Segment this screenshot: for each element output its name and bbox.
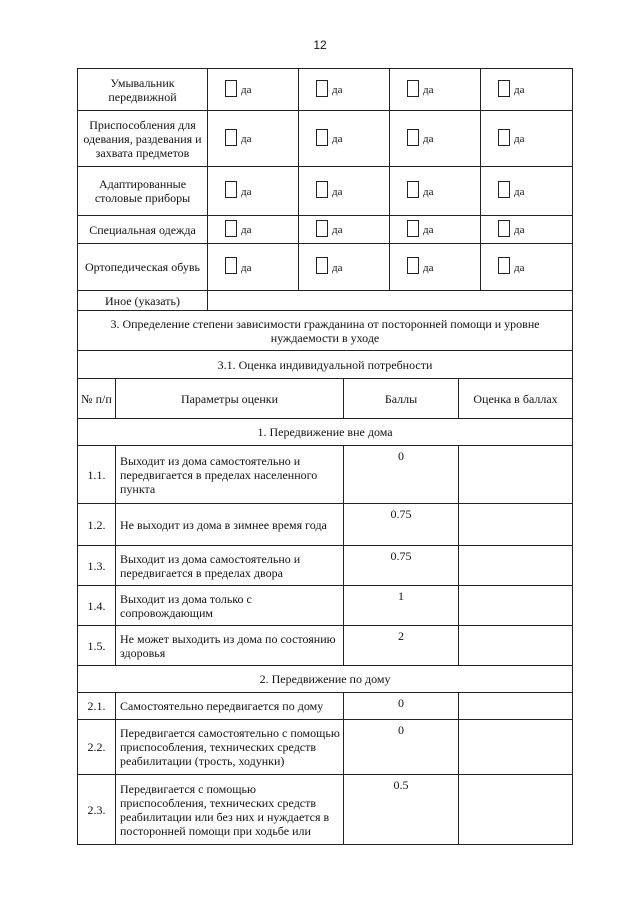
yes-checkbox[interactable] — [484, 257, 524, 275]
item-description: Выходит из дома самостоятельно и передвигается в пределах населенного пункта — [116, 446, 344, 504]
aid-label: Умывальник передвижной — [78, 69, 208, 111]
yes-label: да — [423, 84, 434, 97]
aid-option-cell — [390, 216, 481, 244]
yes-label: да — [514, 261, 525, 274]
item-number: 1.4. — [78, 586, 116, 626]
aid-option-cell — [299, 244, 390, 291]
assessment-row — [78, 546, 573, 586]
yes-label: да — [332, 224, 343, 237]
checkbox-icon[interactable] — [225, 220, 237, 237]
yes-checkbox[interactable] — [302, 219, 342, 237]
section-3-1-title: 3.1. Оценка индивидуальной потребности — [78, 351, 573, 379]
yes-label: да — [514, 84, 525, 97]
item-score-input[interactable] — [459, 626, 573, 666]
yes-label: да — [514, 133, 525, 146]
assessment-row — [78, 720, 573, 775]
aid-option-cell — [299, 167, 390, 216]
item-score-input[interactable] — [459, 693, 573, 720]
yes-label: да — [241, 185, 252, 198]
item-number: 2.3. — [78, 775, 116, 845]
yes-checkbox[interactable] — [302, 181, 342, 199]
aid-row-other — [78, 291, 573, 311]
other-input[interactable] — [208, 291, 573, 311]
yes-checkbox[interactable] — [484, 219, 524, 237]
assistive-devices-table — [77, 68, 573, 311]
item-description: Не может выходить из дома по состоянию здоровья — [116, 626, 344, 666]
assessment-row — [78, 775, 573, 845]
item-description: Выходит из дома только с сопровождающим — [116, 586, 344, 626]
header-param: Параметры оценки — [116, 379, 344, 419]
item-number: 1.1. — [78, 446, 116, 504]
aid-option-cell — [481, 69, 573, 111]
checkbox-icon[interactable] — [316, 181, 328, 198]
page-number: 12 — [313, 38, 327, 52]
checkbox-icon[interactable] — [225, 181, 237, 198]
checkbox-icon[interactable] — [316, 220, 328, 237]
aid-option-cell — [481, 167, 573, 216]
dependency-assessment-table — [77, 310, 573, 845]
item-score-input[interactable] — [459, 446, 573, 504]
aid-option-cell — [208, 111, 299, 167]
checkbox-icon[interactable] — [498, 129, 510, 146]
item-points: 0 — [344, 446, 459, 504]
item-number: 1.3. — [78, 546, 116, 586]
aid-option-cell — [208, 244, 299, 291]
checkbox-icon[interactable] — [225, 80, 237, 97]
item-points: 0.75 — [344, 504, 459, 546]
yes-checkbox[interactable] — [393, 257, 433, 275]
checkbox-icon[interactable] — [498, 257, 510, 274]
item-description: Передвигается с помощью приспособления, технических средств реабилитации или без них и нуждается в посторонней помощи при ходьбе или — [116, 775, 344, 845]
checkbox-icon[interactable] — [316, 129, 328, 146]
aid-row — [78, 69, 573, 111]
item-score-input[interactable] — [459, 546, 573, 586]
yes-checkbox[interactable] — [211, 128, 251, 146]
item-description: Не выходит из дома в зимнее время года — [116, 504, 344, 546]
item-number: 2.1. — [78, 693, 116, 720]
aid-option-cell — [481, 216, 573, 244]
item-description: Самостоятельно передвигается по дому — [116, 693, 344, 720]
item-points: 0.75 — [344, 546, 459, 586]
assessment-row — [78, 446, 573, 504]
yes-label: да — [241, 84, 252, 97]
item-points: 0 — [344, 720, 459, 775]
yes-checkbox[interactable] — [302, 128, 342, 146]
aid-option-cell — [299, 216, 390, 244]
other-label: Иное (указать) — [78, 291, 208, 311]
aid-row — [78, 111, 573, 167]
checkbox-icon[interactable] — [225, 257, 237, 274]
yes-checkbox[interactable] — [211, 219, 251, 237]
checkbox-icon[interactable] — [498, 220, 510, 237]
checkbox-icon[interactable] — [498, 80, 510, 97]
yes-checkbox[interactable] — [484, 181, 524, 199]
aid-option-cell — [390, 244, 481, 291]
checkbox-icon[interactable] — [407, 80, 419, 97]
checkbox-icon[interactable] — [407, 220, 419, 237]
yes-label: да — [241, 224, 252, 237]
aid-option-cell — [299, 69, 390, 111]
aid-option-cell — [481, 111, 573, 167]
aid-option-cell — [208, 216, 299, 244]
aid-row — [78, 244, 573, 291]
yes-checkbox[interactable] — [484, 79, 524, 97]
yes-checkbox[interactable] — [211, 257, 251, 275]
checkbox-icon[interactable] — [316, 80, 328, 97]
aid-option-cell — [299, 111, 390, 167]
item-number: 2.2. — [78, 720, 116, 775]
yes-checkbox[interactable] — [302, 257, 342, 275]
checkbox-icon[interactable] — [316, 257, 328, 274]
checkbox-icon[interactable] — [407, 181, 419, 198]
header-score: Оценка в баллах — [459, 379, 573, 419]
group-title: 1. Передвижение вне дома — [78, 419, 573, 446]
checkbox-icon[interactable] — [225, 129, 237, 146]
aid-row — [78, 216, 573, 244]
header-points: Баллы — [344, 379, 459, 419]
assessment-row — [78, 586, 573, 626]
yes-checkbox[interactable] — [393, 181, 433, 199]
item-points: 0 — [344, 693, 459, 720]
assessment-row — [78, 504, 573, 546]
assessment-row — [78, 626, 573, 666]
aid-label: Ортопедическая обувь — [78, 244, 208, 291]
yes-label: да — [332, 261, 343, 274]
item-description: Выходит из дома самостоятельно и передвигается в пределах двора — [116, 546, 344, 586]
yes-checkbox[interactable] — [302, 79, 342, 97]
yes-checkbox[interactable] — [393, 128, 433, 146]
checkbox-icon[interactable] — [407, 257, 419, 274]
yes-label: да — [241, 133, 252, 146]
item-score-input[interactable] — [459, 720, 573, 775]
yes-checkbox[interactable] — [393, 79, 433, 97]
item-score-input[interactable] — [459, 775, 573, 845]
aid-option-cell — [481, 244, 573, 291]
yes-label: да — [423, 185, 434, 198]
checkbox-icon[interactable] — [407, 129, 419, 146]
yes-label: да — [332, 133, 343, 146]
yes-label: да — [332, 84, 343, 97]
yes-label: да — [514, 224, 525, 237]
item-score-input[interactable] — [459, 504, 573, 546]
yes-checkbox[interactable] — [211, 181, 251, 199]
item-score-input[interactable] — [459, 586, 573, 626]
aid-option-cell — [208, 167, 299, 216]
group-title: 2. Передвижение по дому — [78, 666, 573, 693]
item-points: 1 — [344, 586, 459, 626]
item-points: 2 — [344, 626, 459, 666]
yes-checkbox[interactable] — [393, 219, 433, 237]
yes-label: да — [423, 261, 434, 274]
yes-label: да — [514, 185, 525, 198]
assessment-row — [78, 693, 573, 720]
aid-option-cell — [208, 69, 299, 111]
item-description: Передвигается самостоятельно с помощью приспособления, технических средств реабилитации (трость, ходунки) — [116, 720, 344, 775]
checkbox-icon[interactable] — [498, 181, 510, 198]
aid-option-cell — [390, 111, 481, 167]
aid-label: Специальная одежда — [78, 216, 208, 244]
yes-label: да — [423, 224, 434, 237]
aid-option-cell — [390, 167, 481, 216]
section-3-title: 3. Определение степени зависимости гражданина от посторонней помощи и уровне нуждаемости в уходе — [78, 311, 573, 351]
yes-label: да — [241, 261, 252, 274]
yes-label: да — [332, 185, 343, 198]
aid-label: Адаптированные столовые приборы — [78, 167, 208, 216]
header-num: № п/п — [78, 379, 116, 419]
item-number: 1.5. — [78, 626, 116, 666]
aid-label: Приспособления для одевания, раздевания и захвата предметов — [78, 111, 208, 167]
aid-option-cell — [390, 69, 481, 111]
item-number: 1.2. — [78, 504, 116, 546]
yes-label: да — [423, 133, 434, 146]
aid-row — [78, 167, 573, 216]
yes-checkbox[interactable] — [211, 79, 251, 97]
yes-checkbox[interactable] — [484, 128, 524, 146]
item-points: 0.5 — [344, 775, 459, 845]
